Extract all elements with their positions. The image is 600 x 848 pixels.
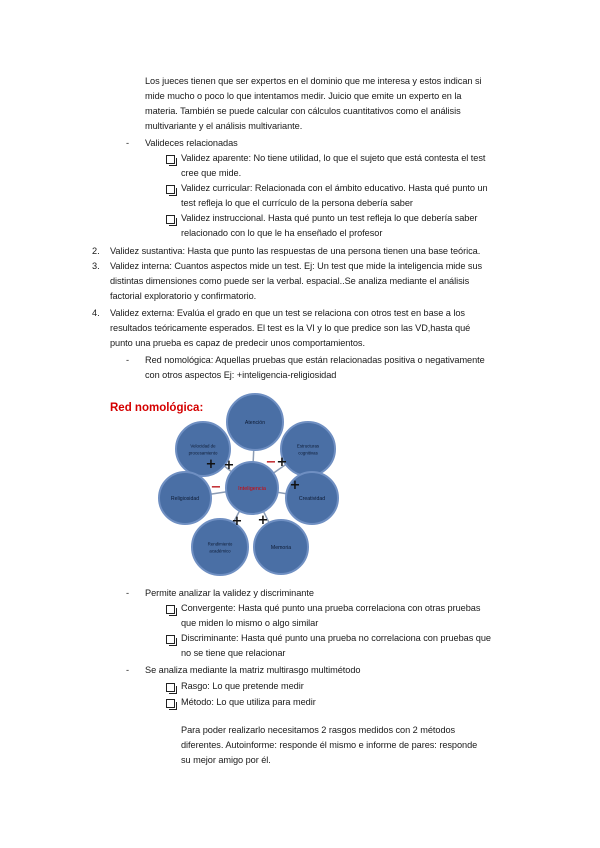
related-item: Validez aparente: No tiene utilidad, lo que el sujeto que está contesta el test [181, 153, 486, 163]
center-node-label: Inteligencia [238, 486, 266, 492]
plus-sign: + [276, 455, 288, 470]
list-number: 2. [92, 246, 100, 256]
plus-sign: + [205, 457, 217, 472]
node-label-rendimiento-academico: Rendimiento [207, 541, 233, 547]
node-label-rendimiento-academico: académico [209, 548, 231, 554]
validity-title: Permite analizar la validez y discriminante [145, 588, 314, 598]
closing-line: Para poder realizarlo necesitamos 2 rasgos medidos con 2 métodos [181, 725, 456, 735]
node-estructuras-cognitivas [281, 422, 335, 476]
numbered-line: distintas dimensiones como puede ser la verbal. espacial..Se analiza mediante el análisis [110, 276, 470, 286]
related-validities-title: Valideces relacionadas [145, 138, 238, 148]
related-item: Validez instruccional. Hasta qué punto un test refleja lo que debería saber [181, 213, 478, 223]
matrix-item: Rasgo: Lo que pretende medir [181, 681, 304, 691]
intro-line: Los jueces tienen que ser expertos en el dominio que me interesa y estos indican si [145, 76, 482, 86]
numbered-line: factorial exploratorio y confirmatorio. [110, 291, 257, 301]
intro-line: multivariante y el análisis multivariante. [145, 121, 303, 131]
plus-sign: + [257, 513, 269, 528]
plus-sign: + [231, 514, 243, 529]
dash-bullet: - [126, 138, 130, 148]
node-label-atencion: Atención [244, 420, 266, 426]
node-velocidad-de-procesamiento [176, 422, 230, 476]
list-number: 4. [92, 308, 100, 318]
dash-bullet: - [126, 588, 130, 598]
node-label-estructuras-cognitivas: cognitivas [298, 450, 318, 456]
closing-line: su mejor amigo por él. [181, 755, 271, 765]
diagram-title: Red nomológica: [110, 402, 204, 414]
plus-sign: + [289, 478, 301, 493]
intro-line: materia. También se puede calcular con cálculos cuantitativos como el análisis [145, 106, 461, 116]
matrix-title: Se analiza mediante la matriz multirasgo multimétodo [145, 665, 361, 675]
closing-line: diferentes. Autoinforme: responde él mismo e informe de pares: responde [181, 740, 478, 750]
dash-bullet: - [126, 665, 130, 675]
checkbox-bullet-icon [166, 699, 175, 708]
list-number: 3. [92, 261, 100, 271]
node-label-religiosidad: Religiosidad [170, 496, 200, 502]
node-label-estructuras-cognitivas: Estructuras [296, 443, 320, 449]
validity-item: Convergente: Hasta qué punto una prueba correlaciona con otras pruebas [181, 603, 481, 613]
related-item: test refleja lo que el currículo de la persona debería saber [181, 198, 413, 208]
numbered-line: Validez externa: Evalúa el grado en que un test se relaciona con otros test en base a los [110, 308, 465, 318]
validity-item: que miden lo mismo o algo similar [181, 618, 319, 628]
intro-line: mide mucho o poco lo que intentamos medir. Juicio que emite un experto en la [145, 91, 462, 101]
red-nomologica-text: Red nomológica: Aquellas pruebas que están relacionadas positiva o negativamente [145, 355, 485, 365]
red-nomologica-text: con otros aspectos Ej: +inteligencia-religiosidad [145, 370, 337, 380]
node-label-velocidad-de-procesamiento: procesamiento [188, 450, 218, 456]
numbered-line: Validez interna: Cuantos aspectos mide un test. Ej: Un test que mide la inteligencia mide sus [110, 261, 483, 271]
numbered-line: resultados teóricamente esperados. El test es la VI y lo que predice son las VD,hasta qué [110, 323, 471, 333]
related-item: relacionado con lo que le ha enseñado el profesor [181, 228, 383, 238]
node-label-memoria: Memoria [270, 545, 292, 551]
plus-sign: + [223, 458, 235, 473]
minus-sign: − [210, 480, 222, 495]
minus-sign: − [265, 455, 277, 470]
checkbox-bullet-icon [166, 635, 175, 644]
node-label-velocidad-de-procesamiento: Velocidad de [190, 443, 216, 449]
dash-bullet: - [126, 355, 130, 365]
validity-item: no se tiene que relacionar [181, 648, 286, 658]
matrix-item: Método: Lo que utiliza para medir [181, 697, 316, 707]
numbered-line: punto una prueba es capaz de predecir unos comportamientos. [110, 338, 365, 348]
related-item: cree que mide. [181, 168, 242, 178]
validity-item: Discriminante: Hasta qué punto una prueba no correlaciona con pruebas que [181, 633, 491, 643]
node-label-creatividad: Creatividad [298, 496, 326, 502]
checkbox-bullet-icon [166, 683, 175, 692]
checkbox-bullet-icon [166, 605, 175, 614]
related-item: Validez curricular: Relacionada con el ámbito educativo. Hasta qué punto un [181, 183, 488, 193]
numbered-line: Validez sustantiva: Hasta que punto las respuestas de una persona tienen una base teórica. [110, 246, 481, 256]
